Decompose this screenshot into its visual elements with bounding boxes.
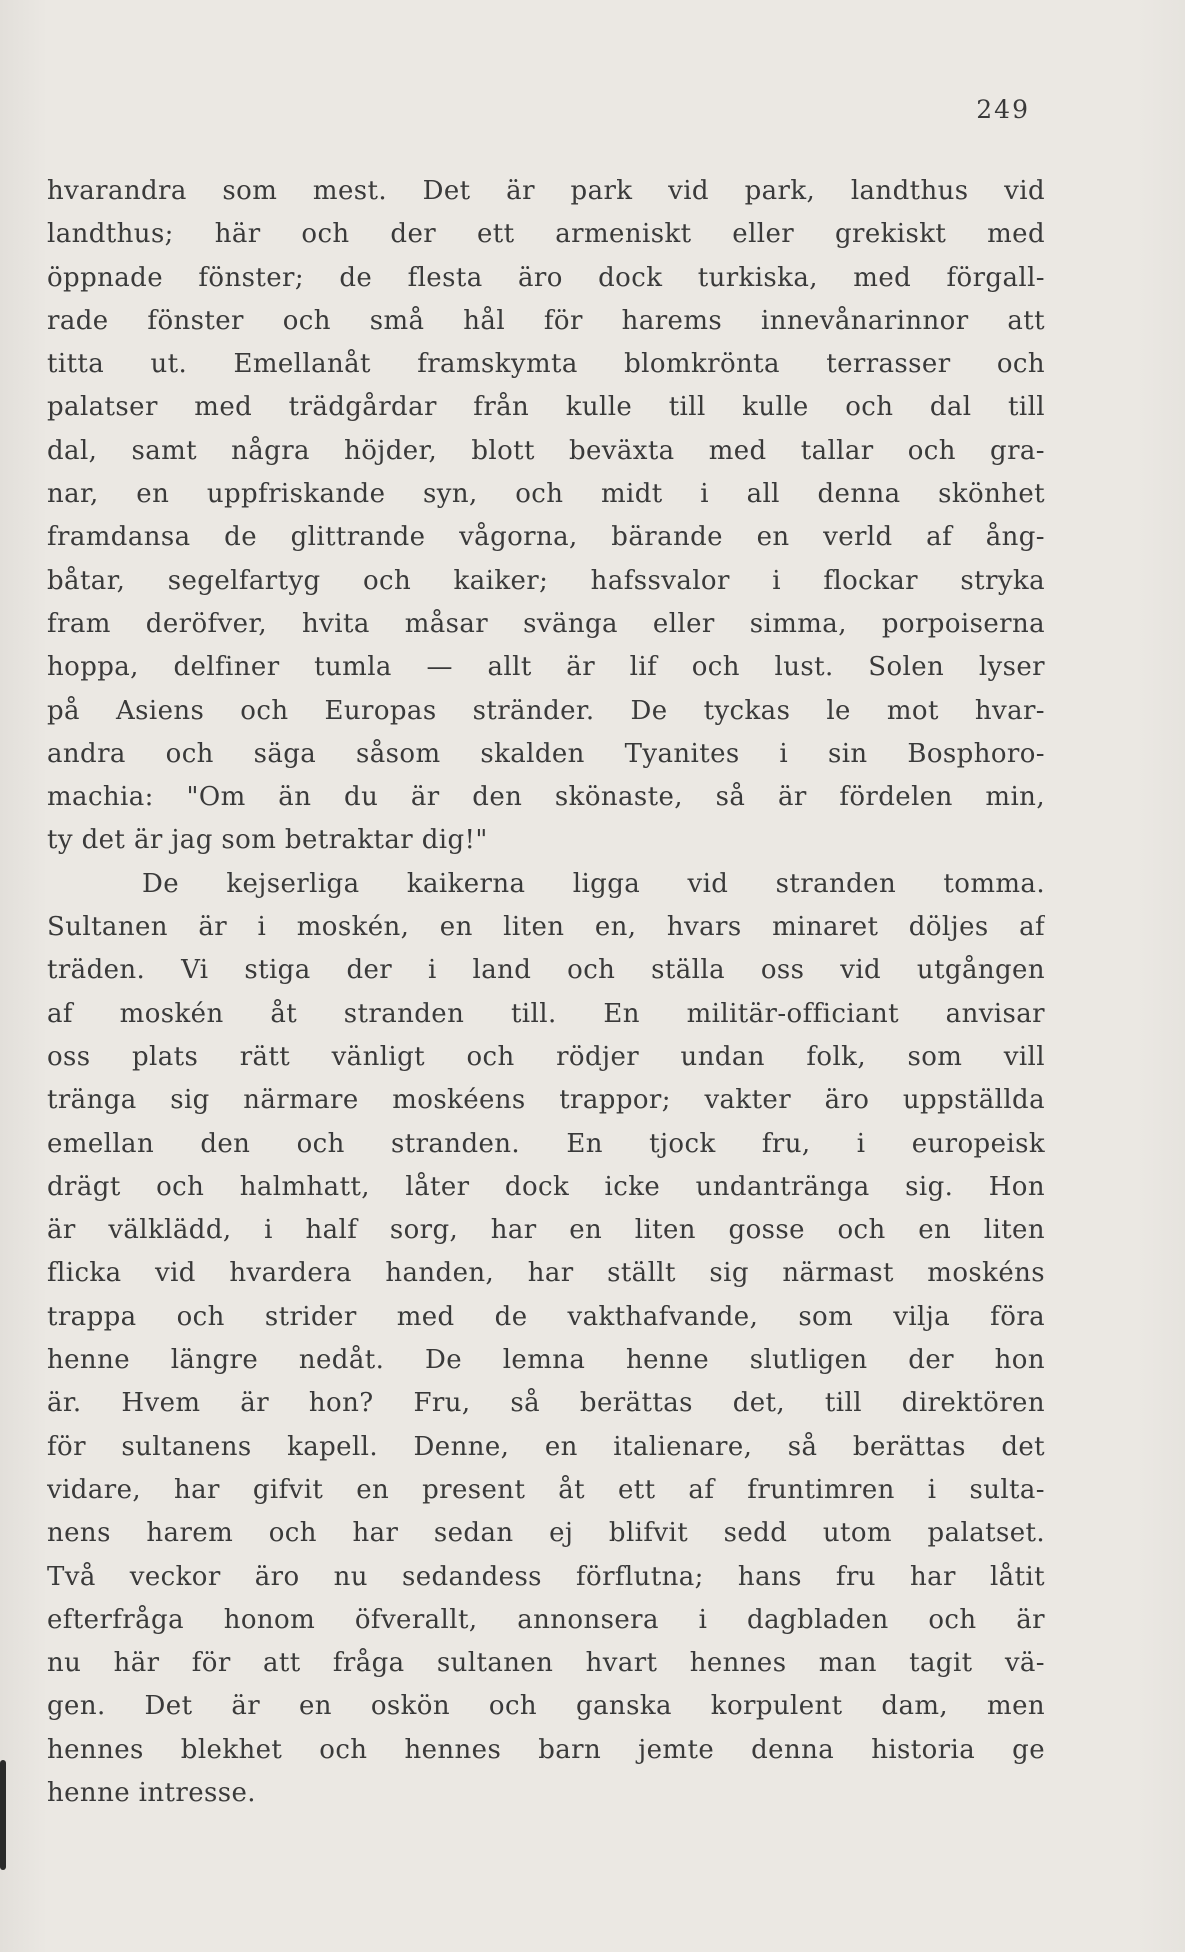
text-line: efterfråga honom öfverallt, annonsera i dagbladen och är — [47, 1604, 1045, 1635]
text-line: fram deröfver, hvita måsar svänga eller simma, porpoiserna — [47, 608, 1045, 639]
text-line: vidare, har gifvit en present åt ett af fruntimren i sulta- — [47, 1474, 1045, 1505]
page-number: 249 — [976, 95, 1030, 124]
text-line: är. Hvem är hon? Fru, så berättas det, till direktören — [47, 1388, 1045, 1419]
body-text — [47, 170, 1045, 1815]
text-line: rade fönster och små hål för harems innevånarinnor att — [47, 305, 1045, 336]
text-line: hennes blekhet och hennes barn jemte denna historia ge — [47, 1734, 1045, 1765]
text-line: tränga sig närmare moskéens trappor; vakter äro uppställda — [47, 1085, 1045, 1116]
text-line: för sultanens kapell. Denne, en italienare, så berättas det — [47, 1431, 1045, 1462]
text-line: emellan den och stranden. En tjock fru, i europeisk — [47, 1128, 1045, 1159]
text-line: trappa och strider med de vakthafvande, som vilja föra — [47, 1301, 1045, 1332]
text-line: gen. Det är en oskön och ganska korpulent dam, men — [47, 1691, 1045, 1722]
text-line: titta ut. Emellanåt framskymta blomkrönta terrasser och — [47, 349, 1045, 380]
binding-edge-mark — [0, 1760, 6, 1870]
text-line: öppnade fönster; de flesta äro dock turkiska, med förgall- — [47, 262, 1045, 293]
text-line: båtar, segelfartyg och kaiker; hafssvalor i flockar stryka — [47, 565, 1045, 596]
text-line: machia: "Om än du är den skönaste, så är fördelen min, — [47, 782, 1045, 813]
text-line: nu här för att fråga sultanen hvart hennes man tagit vä- — [47, 1648, 1045, 1679]
text-line: flicka vid hvardera handen, har ställt sig närmast moskéns — [47, 1258, 1045, 1289]
text-line: nar, en uppfriskande syn, och midt i all denna skönhet — [47, 479, 1045, 510]
text-line: Två veckor äro nu sedandess förflutna; hans fru har låtit — [47, 1561, 1045, 1592]
text-line: Sultanen är i moskén, en liten en, hvars minaret döljes af — [47, 912, 1045, 943]
text-line: dal, samt några höjder, blott beväxta med tallar och gra- — [47, 435, 1045, 466]
text-line: framdansa de glittrande vågorna, bärande en verld af ång- — [47, 522, 1045, 553]
text-line: drägt och halmhatt, låter dock icke undantränga sig. Hon — [47, 1171, 1045, 1202]
text-line: De kejserliga kaikerna ligga vid stranden tomma. — [142, 868, 1045, 899]
text-line: henne längre nedåt. De lemna henne slutligen der hon — [47, 1345, 1045, 1376]
text-line: andra och säga såsom skalden Tyanites i sin Bosphoro- — [47, 738, 1045, 769]
text-line: nens harem och har sedan ej blifvit sedd utom palatset. — [47, 1518, 1045, 1549]
text-line: landthus; här och der ett armeniskt eller grekiskt med — [47, 219, 1045, 250]
text-line: träden. Vi stiga der i land och ställa oss vid utgången — [47, 955, 1045, 986]
text-line: hoppa, delfiner tumla — allt är lif och lust. Solen lyser — [47, 652, 1045, 683]
text-line: af moskén åt stranden till. En militär-officiant anvisar — [47, 998, 1045, 1029]
text-line: på Asiens och Europas stränder. De tyckas le mot hvar- — [47, 695, 1045, 726]
text-line: ty det är jag som betraktar dig!" — [47, 825, 488, 856]
text-line: hvarandra som mest. Det är park vid park, landthus vid — [47, 176, 1045, 206]
text-line: är välklädd, i half sorg, har en liten gosse och en liten — [47, 1215, 1045, 1246]
text-line: palatser med trädgårdar från kulle till kulle och dal till — [47, 392, 1045, 423]
text-line: oss plats rätt vänligt och rödjer undan folk, som vill — [47, 1041, 1045, 1072]
text-line: henne intresse. — [47, 1777, 256, 1808]
